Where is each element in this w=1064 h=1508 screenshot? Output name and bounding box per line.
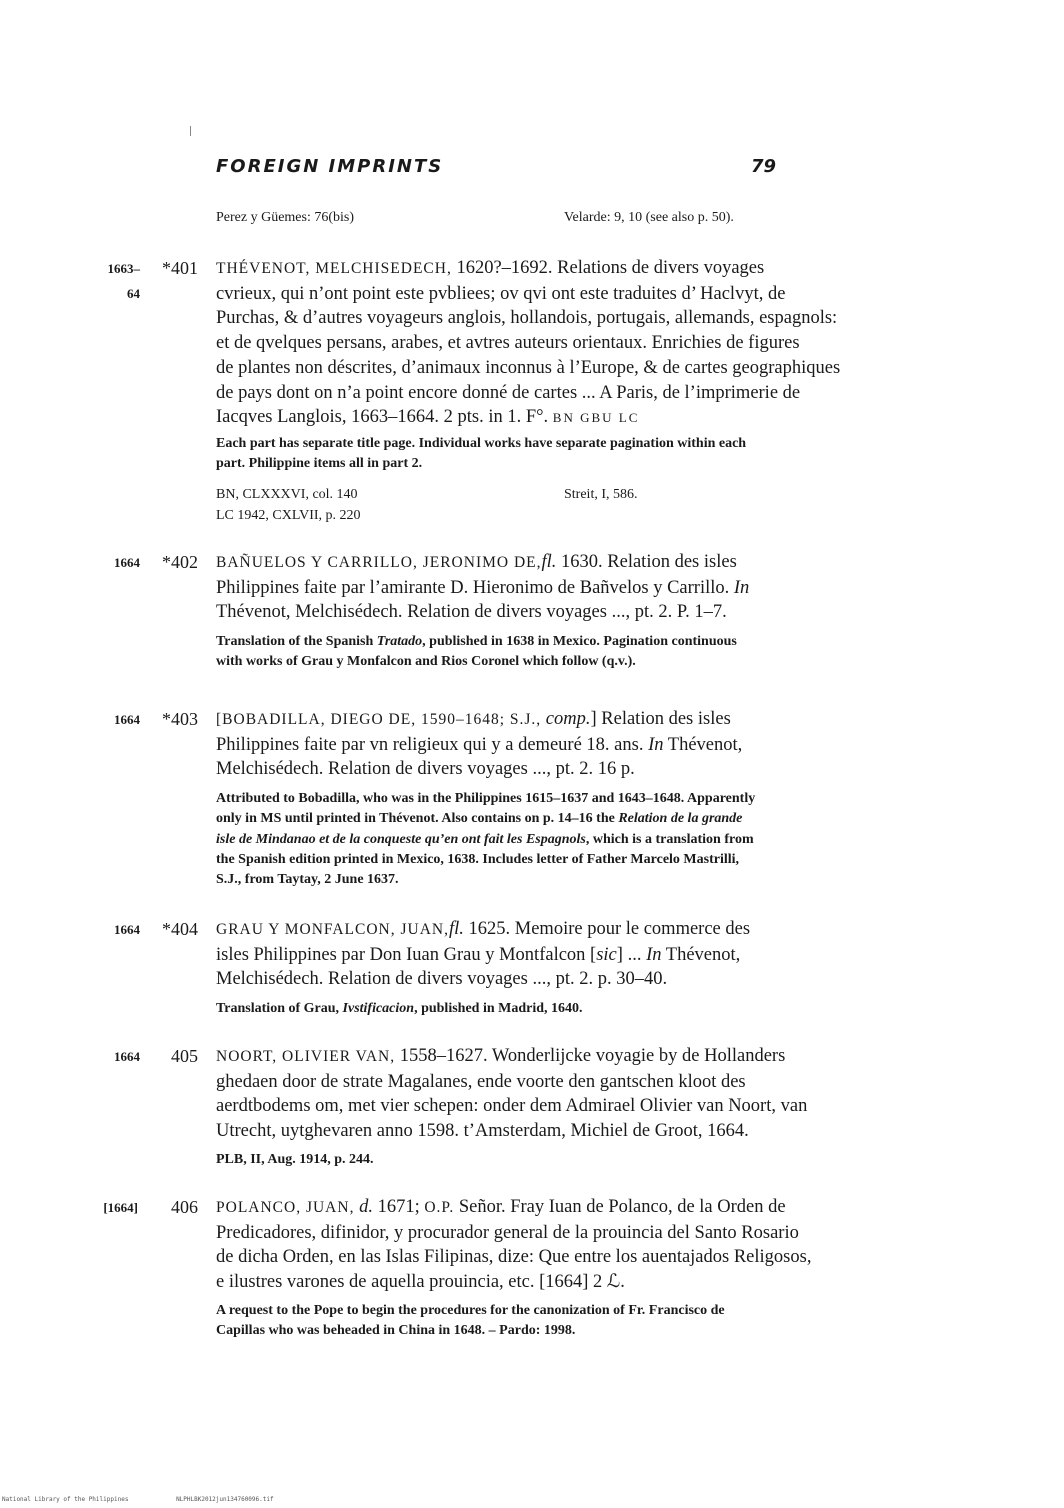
entry-date: 1664	[114, 1049, 140, 1064]
entry-number: 406	[171, 1197, 198, 1217]
entry-date: 1664	[114, 922, 140, 937]
footer-filename: NLPHLBK2012jun134760096.tif	[176, 1496, 274, 1503]
entry-body: BAÑUELOS Y CARRILLO, JERONIMO DE,fl. 1630. Relation des isles Philippines faite par l’amirante D. Hieronimo de Bañvelos y Carrillo. In Thévenot, Melchisédech. Relation de divers voyages ..., pt. 2. P. 1–7.	[216, 552, 750, 623]
entry-body: POLANCO, JUAN, d. 1671; O.P. Señor. Fray Iuan de Polanco, de la Orden de Predicadores, difinidor, y procurador general de la prouincia del Santo Rosario de dicha Orden, en las Islas Filipinas, dize: Que entre los auentajados Religosos, e ilustres varones de aquella prouincia, etc. [1664] 2 ℒ.	[216, 1197, 812, 1293]
entry-body: GRAU Y MONFALCON, JUAN,fl. 1625. Memoire pour le commerce des isles Philippines par Don Iuan Grau y Montfalcon [sic] ... In Thévenot, Melchisédech. Relation de divers voyages ..., pt. 2. p. 30–40.	[216, 919, 751, 990]
entry-note: Each part has separate title page. Individual works have separate pagination within each part. Philippine items all in part 2.	[216, 436, 747, 472]
entry-body: THÉVENOT, MELCHISEDECH, 1620?–1692. Relations de divers voyages cvrieux, qui n’ont point este pvbliees; ov qvi ont este traduites d’ Haclvyt, de Purchas, & d’autres voyageurs anglois, hollandois, portugais, allemands, espagnols: et de qvelques persans, arabes, et avtres auteurs orientaux. Enrichies de figures de plantes non déscrites, d’animaux inconnus à l’Europe, & de cartes geographiques de pays dont on n’a point encore donné de cartes ... A Paris, de l’imprimerie de Iacqves Langlois, 1663–1664. 2 pts. in 1. F°. BN GBU LC	[216, 258, 841, 428]
entry-author: POLANCO, JUAN,	[216, 1199, 355, 1216]
ref-left: Perez y Güemes: 76(bis)	[216, 210, 355, 225]
entry-date: [1664]	[103, 1200, 138, 1215]
entry-date: 1664	[114, 712, 140, 727]
scan-footer	[2, 1496, 318, 1503]
entry-author: THÉVENOT, MELCHISEDECH,	[216, 260, 452, 277]
entry-body: NOORT, OLIVIER VAN, 1558–1627. Wonderlijcke voyagie by de Hollanders ghedaen door de strate Magalanes, ende voorte den gantschen kloot des aerdtbodems om, met vier schepen: onder dem Admirael Olivier van Noort, van Utrecht, uytghevaren anno 1598. t’Amsterdam, Michiel de Groot, 1664.	[216, 1046, 808, 1142]
entry-references: BN, CLXXXVI, col. 140 Streit, I, 586. LC 1942, CXLVII, p. 220	[216, 487, 638, 523]
page-number: 79	[750, 156, 776, 177]
entry-author: [BOBADILLA, DIEGO DE, 1590–1648; S.J.,	[216, 711, 542, 728]
entry-author: NOORT, OLIVIER VAN,	[216, 1048, 396, 1065]
entry-number: *401	[162, 258, 198, 278]
entry-note: PLB, II, Aug. 1914, p. 244.	[216, 1152, 374, 1167]
entry-note: Attributed to Bobadilla, who was in the Philippines 1615–1637 and 1643–1648. Apparently only in MS until printed in Thévenot. Also contains on p. 14–16 the Relation de la grande isle de Mindanao et de la conqueste qu’en ont fait les Espagnols, which is a translation from the Spanish edition printed in Mexico, 1638. Includes letter of Father Marcelo Mastrilli, S.J., from Taytay, 2 June 1637.	[216, 791, 756, 888]
running-header	[216, 156, 776, 182]
entry-date: 1664	[114, 555, 140, 570]
entry-body: [BOBADILLA, DIEGO DE, 1590–1648; S.J., comp.] Relation des isles Philippines faite par vn religieux qui y a demeuré 18. ans. In Thévenot, Melchisédech. Relation de divers voyages ..., pt. 2. 16 p.	[216, 709, 743, 780]
entry-number: 405	[171, 1046, 198, 1066]
entry-author: BAÑUELOS Y CARRILLO, JERONIMO DE,	[216, 554, 542, 571]
header-title: FOREIGN IMPRINTS	[216, 156, 444, 177]
entry-note: A request to the Pope to begin the procedures for the canonization of Fr. Francisco de Capillas who was beheaded in China in 1648. – Pardo: 1998.	[216, 1303, 725, 1339]
footer-library: National Library of the Philippines	[2, 1496, 129, 1503]
library-codes: BN GBU LC	[552, 410, 640, 426]
entry-note: Translation of Grau, Ivstificacion, published in Madrid, 1640.	[216, 1001, 583, 1016]
entry-number: *404	[162, 919, 198, 939]
top-references	[216, 207, 876, 228]
scan-mark	[190, 126, 191, 136]
entry-number: *403	[162, 709, 198, 729]
entry-date: 1663– 64	[107, 261, 140, 301]
ref-right: Velarde: 9, 10 (see also p. 50).	[564, 210, 734, 225]
entry-note: Translation of the Spanish Tratado, published in 1638 in Mexico. Pagination continuous with works of Grau y Monfalcon and Rios Coronel which follow (q.v.).	[216, 634, 737, 670]
entry-author: GRAU Y MONFALCON, JUAN,	[216, 921, 449, 938]
entry-number: *402	[162, 552, 198, 572]
